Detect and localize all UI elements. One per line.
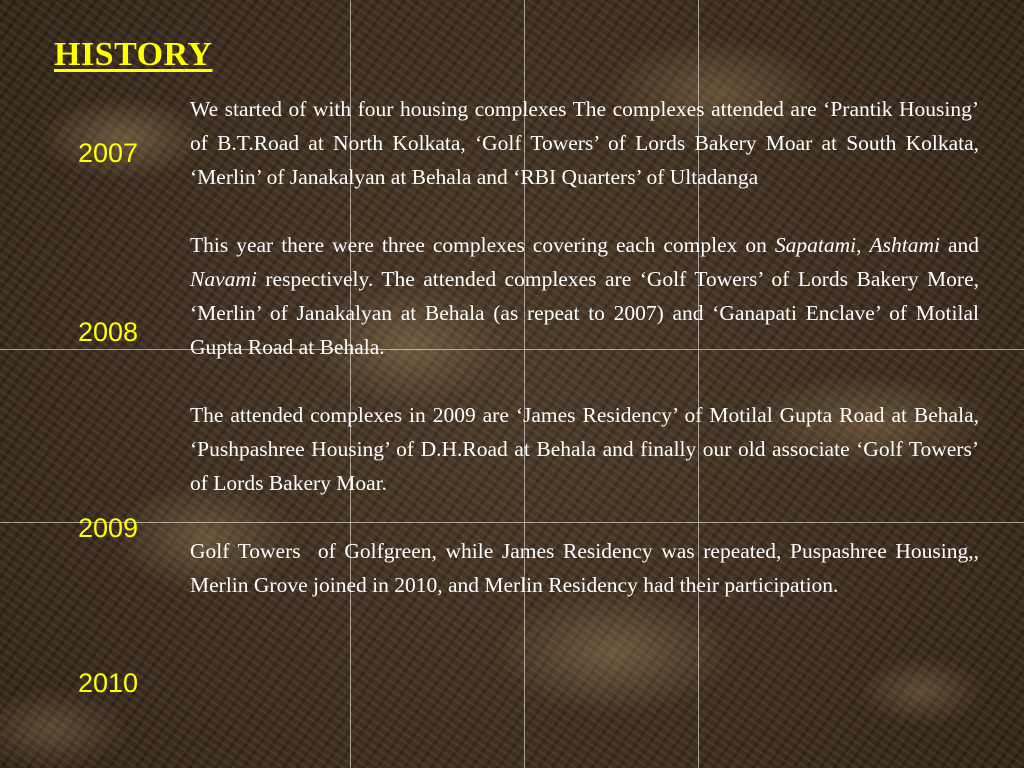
history-content (190, 92, 985, 602)
year-label-2010: 2010 (78, 668, 139, 698)
paragraph-2008-text-start: This year there were three complexes covering each complex on (190, 233, 775, 257)
ashtami-text: Ashtami (869, 233, 940, 257)
year-label-2008: 2008 (78, 317, 139, 347)
paragraph-2008 (190, 228, 979, 364)
sapatami-text: Sapatami (774, 233, 857, 257)
year-label-2007: 2007 (78, 138, 139, 168)
paragraph-2007: We started of with four housing complexes The complexes attended are ‘Prantik Housing’ of B.T.Road at North Kolkata, ‘Golf Towers’ of Lords Bakery Moar at South Kolkata, ‘Merlin’ of Janakalyan at Behala and ‘RBI Quarters’ of Ultadanga (190, 97, 979, 189)
paragraph-2010: Golf Towers of Golfgreen, while James Residency was repeated, Puspashree Housing,, Merlin Grove joined in 2010, and Merlin Residency had their participation. (190, 539, 985, 597)
paragraph-2009: The attended complexes in 2009 are ‘James Residency’ of Motilal Gupta Road at Behala, ‘Pushpashree Housing’ of D.H.Road at Behala and finally our old associate ‘Golf Towers’ of Lords Bakery Moar. (190, 403, 979, 495)
year-label-2009: 2009 (78, 513, 139, 543)
separator-text: , (856, 233, 870, 257)
navami-text: Navami (190, 267, 257, 291)
paragraph-2008-text-end: respectively. The attended complexes are ‘Golf Towers’ of Lords Bakery More, ‘Merlin’ of Janakalyan at Behala (as repeat to 2007) and ‘Ganapati Enclave’ of Motilal Gupta Road at Behala. (190, 267, 979, 359)
slide-title: HISTORY (54, 36, 213, 73)
separator-text: and (939, 233, 980, 257)
